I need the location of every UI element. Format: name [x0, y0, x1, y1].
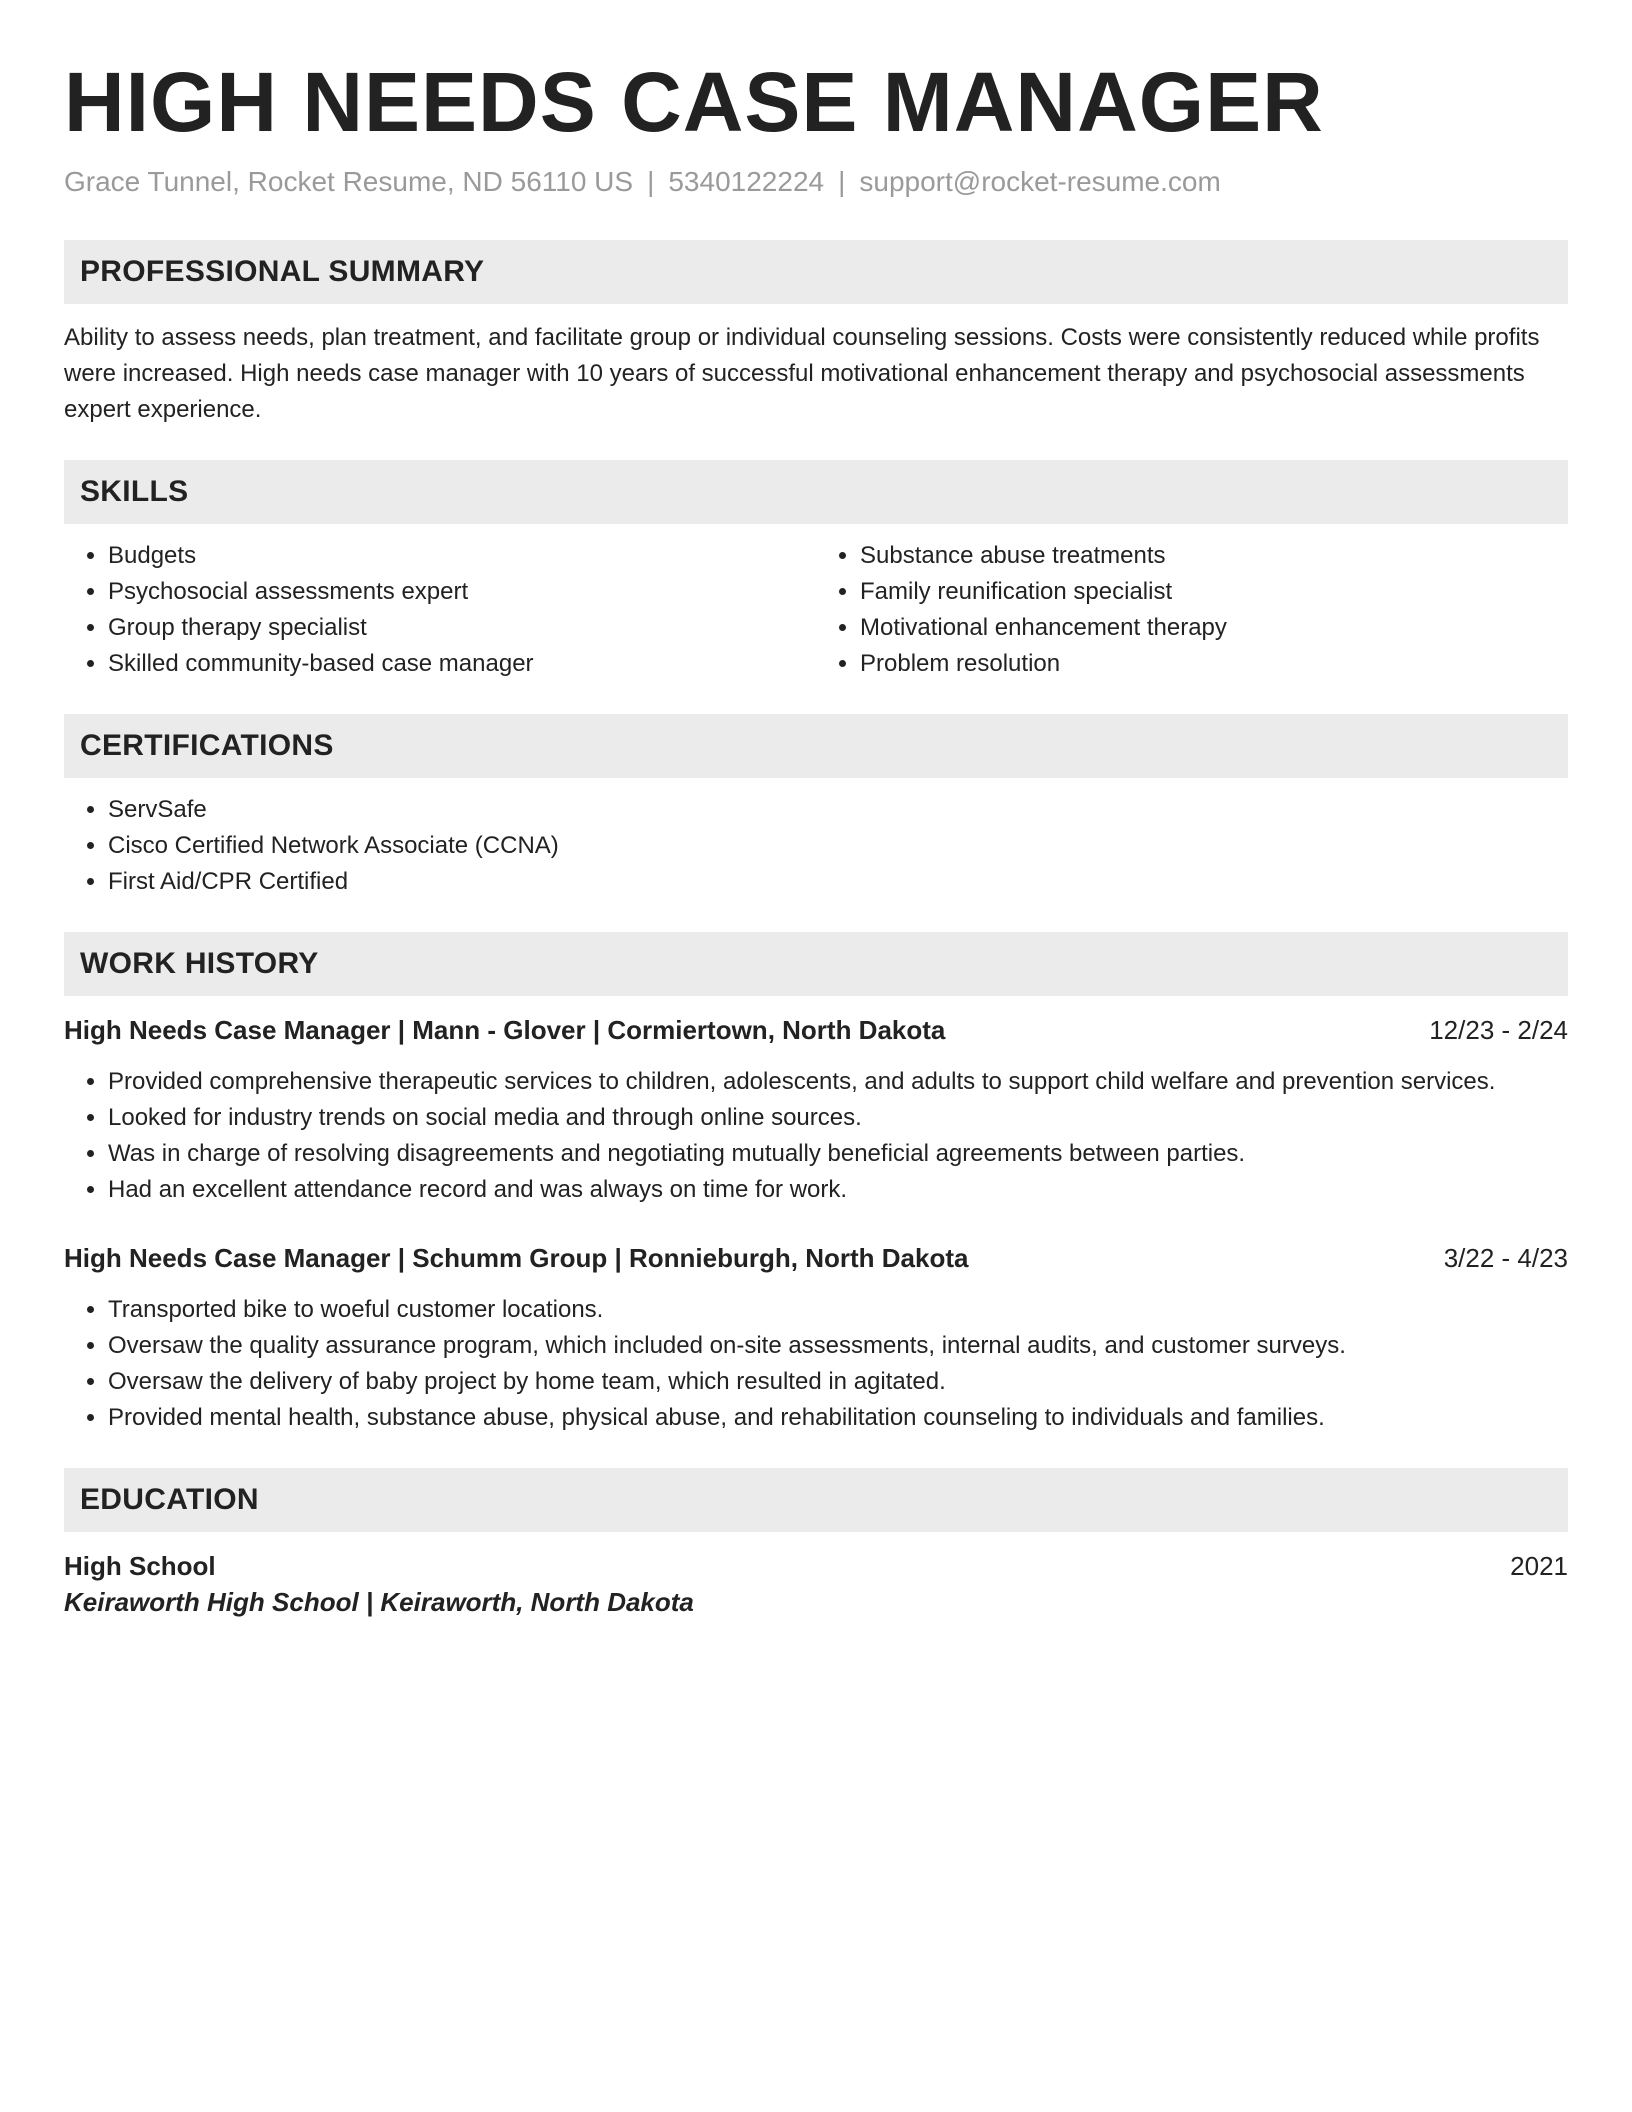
skill-item: • Problem resolution: [860, 646, 1568, 682]
summary-text: Ability to assess needs, plan treatment, and facilitate group or individual counseling sessions. Costs were consistently reduced while profits were increased. High needs case manager with 10 years of successful motivational enhancement therapy and psychosocial assessments expert experience.: [64, 324, 1540, 424]
job-bullet: • Oversaw the quality assurance program, which included on-site assessments, internal audits, and customer surveys.: [108, 1328, 1568, 1364]
skills-list-left: [64, 538, 816, 682]
skill-item: • Family reunification specialist: [860, 574, 1568, 610]
job-bullet: • Transported bike to woeful customer locations.: [108, 1292, 1568, 1328]
certification-item: • Cisco Certified Network Associate (CCNA): [108, 828, 1568, 864]
certifications-list: [64, 792, 1568, 900]
job-bullets: [64, 1064, 1568, 1208]
education-header: [64, 1548, 1568, 1584]
contact-line: [64, 166, 1568, 198]
section-heading-skills: SKILLS: [64, 460, 1568, 524]
skills-grid: [64, 538, 1568, 682]
section-heading-education: EDUCATION: [64, 1468, 1568, 1532]
job-title: High Needs Case Manager | Mann - Glover | Cormiertown, North Dakota: [64, 1015, 946, 1046]
skills-list-right: [816, 538, 1568, 682]
job-dates: 3/22 - 4/23: [1443, 1243, 1568, 1274]
job-entry: [64, 1012, 1568, 1208]
education-degree: High School: [64, 1551, 216, 1582]
job-bullet: • Had an excellent attendance record and was always on time for work.: [108, 1172, 1568, 1208]
education-school: Keiraworth High School | Keiraworth, North Dakota: [64, 1587, 694, 1618]
job-entry: [64, 1240, 1568, 1436]
contact-email: support@rocket-resume.com: [859, 166, 1221, 198]
job-dates: 12/23 - 2/24: [1429, 1015, 1568, 1046]
education-year: 2021: [1510, 1551, 1568, 1582]
job-header: [64, 1012, 1568, 1048]
job-bullet: • Oversaw the delivery of baby project by home team, which resulted in agitated.: [108, 1364, 1568, 1400]
section-heading-summary: PROFESSIONAL SUMMARY: [64, 240, 1568, 304]
contact-phone: 5340122224: [668, 166, 825, 198]
skill-item: • Substance abuse treatments: [860, 538, 1568, 574]
skill-item: • Budgets: [108, 538, 816, 574]
skill-item: • Motivational enhancement therapy: [860, 610, 1568, 646]
contact-separator: |: [647, 166, 655, 198]
section-heading-certifications: CERTIFICATIONS: [64, 714, 1568, 778]
job-bullet: • Was in charge of resolving disagreements and negotiating mutually beneficial agreements between parties.: [108, 1136, 1568, 1172]
job-title: High Needs Case Manager | Schumm Group | Ronnieburgh, North Dakota: [64, 1243, 969, 1274]
job-bullet: • Provided comprehensive therapeutic services to children, adolescents, and adults to support child welfare and prevention services.: [108, 1064, 1568, 1100]
skill-item: • Group therapy specialist: [108, 610, 816, 646]
education-entry: [64, 1548, 1568, 1620]
contact-address: Grace Tunnel, Rocket Resume, ND 56110 US: [64, 166, 634, 198]
certification-item: • ServSafe: [108, 792, 1568, 828]
job-bullets: [64, 1292, 1568, 1436]
skill-item: • Skilled community-based case manager: [108, 646, 816, 682]
resume-title: HIGH NEEDS CASE MANAGER: [64, 55, 1324, 149]
certification-item: • First Aid/CPR Certified: [108, 864, 1568, 900]
skill-item: • Psychosocial assessments expert: [108, 574, 816, 610]
job-bullet: • Looked for industry trends on social media and through online sources.: [108, 1100, 1568, 1136]
section-heading-work-history: WORK HISTORY: [64, 932, 1568, 996]
job-header: [64, 1240, 1568, 1276]
contact-separator: |: [838, 166, 846, 198]
job-bullet: • Provided mental health, substance abuse, physical abuse, and rehabilitation counseling to individuals and families.: [108, 1400, 1568, 1436]
